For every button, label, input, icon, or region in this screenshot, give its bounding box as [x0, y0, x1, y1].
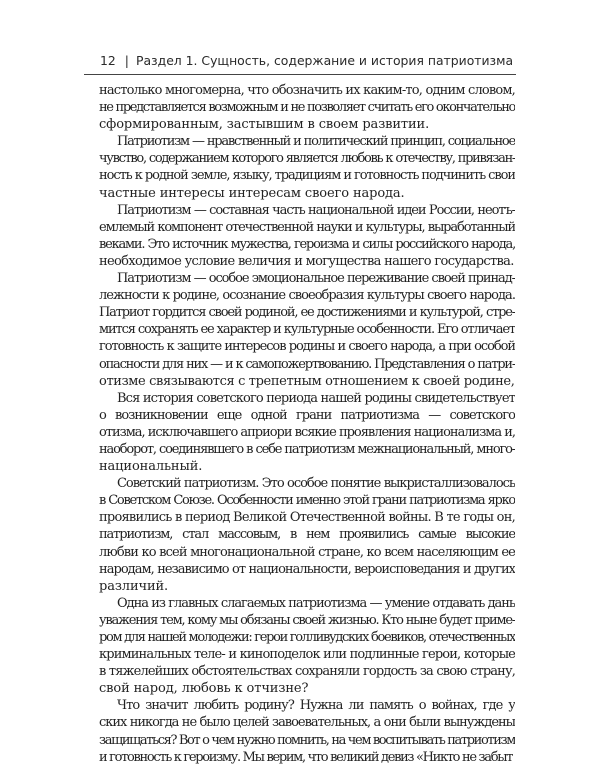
text-line: народам, независимо от национальности, вероисповедания и других	[99, 561, 515, 577]
paragraph	[99, 82, 515, 133]
text-line: Патриотизм — составная часть национальной идеи России, неотъ-	[117, 202, 515, 218]
text-line: о возникновении еще одной грани патриотизма — советского	[99, 407, 515, 423]
text-line: Советский патриотизм. Это особое понятие выкристаллизовалось	[117, 476, 515, 492]
text-line: мится сохранять ее характер и культурные особенности. Его отличает	[99, 322, 515, 338]
text-line: лежности к родине, осознание своеобразия культуры своего народа.	[99, 288, 515, 304]
text-line: патриотизм, стал массовым, в нем проявились самые высокие	[99, 527, 515, 543]
text-line: частные интересы интересам своего народа.	[99, 185, 405, 201]
text-line: Патриотизм — особое эмоциональное переживание своей принад-	[117, 271, 515, 287]
text-line: уважения тем, кому мы обязаны своей жизнью. Кто ныне будет приме-	[99, 612, 515, 628]
text-line: отизма, исключавшего априори всякие проявления национализма и,	[99, 424, 515, 440]
text-line: готовность к защите интересов родины и своего народа, а при особой	[99, 339, 515, 355]
body-text	[99, 82, 515, 766]
text-line: отизме связываются с трепетным отношением к своей родине,	[99, 373, 515, 389]
text-line: различий.	[99, 578, 169, 594]
header-separator: |	[124, 53, 129, 68]
text-line: Патриот гордится своей родиной, ее достижениями и культурой, стре-	[99, 305, 515, 321]
text-line: национальный.	[99, 459, 203, 475]
paragraph	[99, 390, 515, 475]
text-line: в Советском Союзе. Особенности именно этой грани патриотизма ярко	[99, 493, 515, 509]
section-title: Раздел 1. Сущность, содержание и история патриотизма	[135, 53, 514, 68]
text-line: веками. Это источник мужества, героизма и силы российского народа,	[99, 236, 515, 252]
text-line: свой народ, любовь к отчизне?	[99, 681, 309, 697]
text-line: криминальных теле- и киноподелок или подлинные герои, которые	[99, 647, 515, 663]
text-line: настолько многомерна, что обозначить их каким-то, одним словом,	[99, 83, 515, 98]
text-line: необходимое условие величия и могущества нашего государства.	[99, 253, 514, 269]
paragraph	[99, 595, 515, 698]
paragraph	[99, 697, 515, 765]
paragraph	[99, 475, 515, 595]
text-line: сформированным, застывшим в своем развитии.	[99, 117, 430, 133]
text-line: и готовность к героизму. Мы верим, что великий девиз «Никто не забыт	[99, 749, 513, 765]
running-header	[84, 52, 516, 74]
text-line: ских никогда не было целей завоевательных, а они были вынуждены	[99, 715, 515, 731]
text-line: Что значит любить родину? Нужна ли память о войнах, где у	[117, 698, 515, 714]
text-line: опасности для них — и к самопожертвованию. Представления о патри-	[99, 356, 515, 372]
text-line: ность к родной земле, языку, традициям и готовность подчинить свои	[99, 168, 515, 184]
text-line: чувство, содержанием которого является любовь к отечеству, привязан-	[99, 151, 515, 167]
text-line: в тяжелейших обстоятельствах сохраняли гордость за свою страну,	[99, 664, 515, 680]
text-line: не представляется возможным и не позволяет считать его окончательно	[99, 100, 515, 116]
header-rule	[84, 74, 516, 75]
text-line: ром для нашей молодежи: герои голливудских боевиков, отечественных	[99, 630, 515, 645]
paragraph	[99, 133, 515, 201]
text-line: проявились в период Великой Отечественной войны. В те годы он,	[99, 510, 515, 526]
paragraph	[99, 270, 515, 390]
paragraph	[99, 202, 515, 270]
text-line: емлемый компонент отечественной науки и культуры, выработанный	[99, 219, 515, 235]
text-line: Вся история советского периода нашей родины свидетельствует	[117, 390, 515, 406]
text-line: защищаться? Вот о чем нужно помнить, на чем воспитывать патриотизм	[99, 732, 515, 748]
text-line: Одна из главных слагаемых патриотизма — умение отдавать дань	[117, 595, 515, 611]
text-line: наоборот, соединявшего в себе патриотизм межнациональный, много-	[99, 441, 515, 457]
page-number: 12	[100, 53, 116, 68]
text-line: любви ко всей многонациональной стране, ко всем населяющим ее	[99, 544, 515, 560]
text-line: Патриотизм — нравственный и политический принцип, социальное	[117, 134, 515, 150]
